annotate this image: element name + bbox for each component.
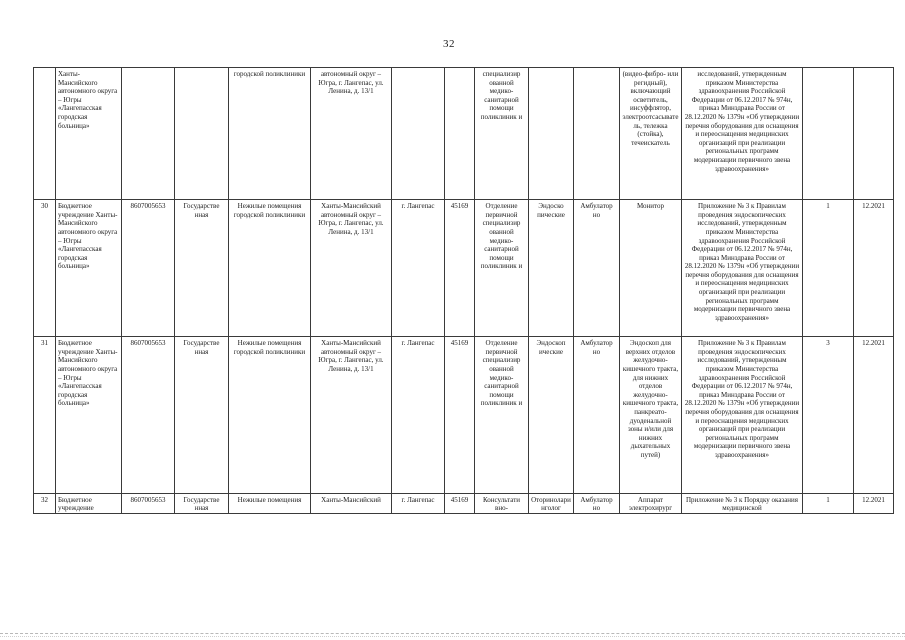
care-type: Амбулатор но <box>574 200 620 337</box>
premises-type: Нежилые помещения <box>229 493 311 513</box>
scan-edge-line <box>0 636 905 638</box>
quantity: 3 <box>803 337 854 493</box>
specialty: Эндоскоп ические <box>529 337 574 493</box>
ownership: Государстве нная <box>175 200 229 337</box>
date: 12.2021 <box>854 337 894 493</box>
table-row <box>34 337 894 493</box>
department: Отделение первичной специализир ованной медико-санитарной помощи поликлиник и <box>475 337 529 493</box>
equipment: Эндоскоп для верхних отделов желудочно-кишечного тракта, для нижних отделов желудочно-кишечного тракта, панкреато-дуоденальной зоны и/или для нижних дыхательных путей) <box>620 337 682 493</box>
inn: 8607005653 <box>122 200 175 337</box>
postcode: 45169 <box>445 200 475 337</box>
quantity: 1 <box>803 493 854 513</box>
table-row <box>34 493 894 513</box>
date: 12.2021 <box>854 493 894 513</box>
postcode: 45169 <box>445 337 475 493</box>
postcode <box>445 68 475 200</box>
ownership <box>175 68 229 200</box>
address: Ханты-Мансийский автономный округ – Югра, г. Лангепас, ул. Ленина, д. 13/1 <box>311 337 392 493</box>
department: Отделение первичной специализир ованной медико-санитарной помощи поликлиник и <box>475 200 529 337</box>
table-row <box>34 68 894 200</box>
care-type: Амбулатор но <box>574 493 620 513</box>
org-name: Бюджетное учреждение Ханты-Мансийского автономного округа – Югры «Лангепасская городская больница» <box>56 200 122 337</box>
row-number: 31 <box>34 337 56 493</box>
legal-basis: исследований, утвержденным приказом Министерства здравоохранения Российской Федерации от 06.12.2017 № 974н, приказ Минздрава России от 28.12.2020 № 1379н «Об утверждении перечня оборудования для оснащения и переоснащения медицинских организаций при реализации региональных программ модернизации первичного звена здравоохранения» <box>682 68 803 200</box>
org-name: Бюджетное учреждение Ханты-Мансийского автономного округа – Югры «Лангепасская городская больница» <box>56 337 122 493</box>
city: г. Лангепас <box>392 493 445 513</box>
equipment-table <box>33 67 894 514</box>
scan-edge-line <box>0 633 905 635</box>
ownership: Государстве нная <box>175 493 229 513</box>
row-number: 32 <box>34 493 56 513</box>
inn: 8607005653 <box>122 493 175 513</box>
org-name: Бюджетное учреждение <box>56 493 122 513</box>
equipment: (видео-фибро- или регидный), включающий осветитель, инсуффлятор, электроотсасыватель, тележка (стойка), течеискатель <box>620 68 682 200</box>
city <box>392 68 445 200</box>
department: Консультати вно- <box>475 493 529 513</box>
specialty: Оториноларинголог <box>529 493 574 513</box>
row-number: 30 <box>34 200 56 337</box>
date <box>854 68 894 200</box>
inn <box>122 68 175 200</box>
address: Ханты-Мансийский автономный округ – Югра, г. Лангепас, ул. Ленина, д. 13/1 <box>311 200 392 337</box>
care-type <box>574 68 620 200</box>
address: Ханты-Мансийский <box>311 493 392 513</box>
equipment: Монитор <box>620 200 682 337</box>
legal-basis: Приложение № 3 к Правилам проведения эндоскопических исследований, утвержденным приказом Министерства здравоохранения Российской Федерации от 06.12.2017 № 974н, приказ Минздрава России от 28.12.2020 № 1379н «Об утверждении перечня оборудования для оснащения и переоснащения медицинских организаций при реализации региональных программ модернизации первичного звена здравоохранения» <box>682 200 803 337</box>
page-number: 32 <box>443 38 455 50</box>
address: автономный округ – Югра, г. Лангепас, ул. Ленина, д. 13/1 <box>311 68 392 200</box>
premises-type: Нежилые помещения городской поликлиники <box>229 337 311 493</box>
equipment: Аппарат электрохирург <box>620 493 682 513</box>
care-type: Амбулатор но <box>574 337 620 493</box>
legal-basis: Приложение № 3 к Порядку оказания медицинской <box>682 493 803 513</box>
department: специализир ованной медико-санитарной помощи поликлиник и <box>475 68 529 200</box>
legal-basis: Приложение № 3 к Правилам проведения эндоскопических исследований, утвержденным приказом Министерства здравоохранения Российской Федерации от 06.12.2017 № 974н, приказ Минздрава России от 28.12.2020 № 1379н «Об утверждении перечня оборудования для оснащения и переоснащения медицинских организаций при реализации региональных программ модернизации первичного звена здравоохранения» <box>682 337 803 493</box>
org-name: Ханты-Мансийского автономного округа – Югры «Лангепасская городская больница» <box>56 68 122 200</box>
specialty <box>529 68 574 200</box>
table-row <box>34 200 894 337</box>
quantity <box>803 68 854 200</box>
premises-type: городской поликлиники <box>229 68 311 200</box>
date: 12.2021 <box>854 200 894 337</box>
ownership: Государстве нная <box>175 337 229 493</box>
specialty: Эндоско пические <box>529 200 574 337</box>
premises-type: Нежилые помещения городской поликлиники <box>229 200 311 337</box>
inn: 8607005653 <box>122 337 175 493</box>
city: г. Лангепас <box>392 200 445 337</box>
quantity: 1 <box>803 200 854 337</box>
row-number <box>34 68 56 200</box>
city: г. Лангепас <box>392 337 445 493</box>
postcode: 45169 <box>445 493 475 513</box>
